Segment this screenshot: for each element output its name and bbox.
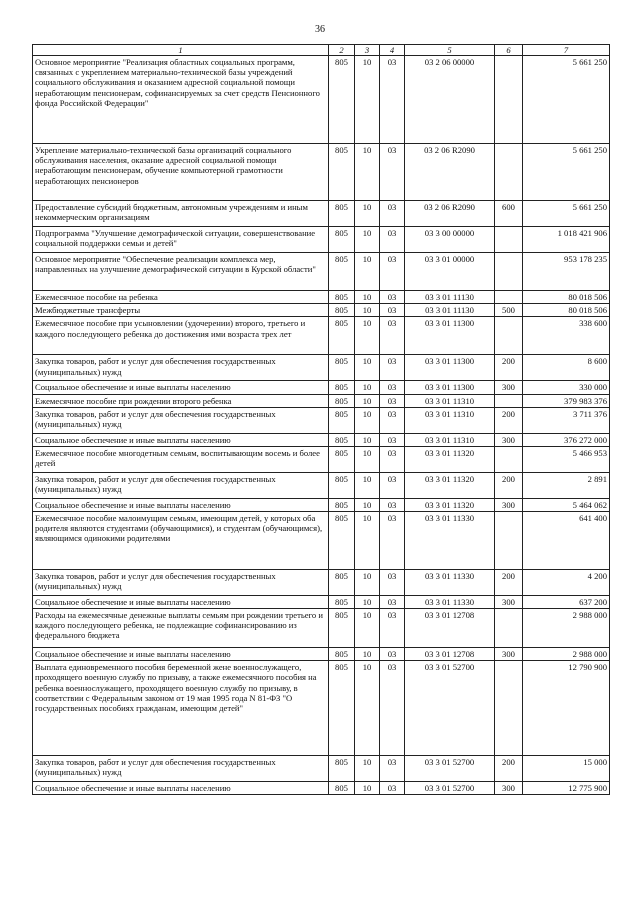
row-amount-cell: 953 178 235 — [523, 253, 610, 291]
row-grbs-cell: 805 — [329, 227, 355, 253]
row-section-cell: 10 — [355, 394, 380, 407]
budget-table — [32, 44, 610, 795]
row-name-cell: Основное мероприятие "Реализация областных социальных программ, связанных с укреплением материально-технической базы учреждений социального обслуживания и оказанием адресной социальной помощи неработающим пенсионерам, софинансируемых за счет средств Пенсионного фонда Российской Федерации" — [33, 56, 329, 144]
row-name-cell: Подпрограмма "Улучшение демографической ситуации, совершенствование социальной поддержки семьи и детей" — [33, 227, 329, 253]
row-subsection-cell: 03 — [380, 355, 405, 381]
table-body — [33, 56, 610, 795]
row-section-cell: 10 — [355, 782, 380, 795]
row-amount-cell: 338 600 — [523, 317, 610, 355]
row-name-cell: Социальное обеспечение и иные выплаты населению — [33, 433, 329, 446]
row-target-article-cell: 03 3 01 11300 — [405, 381, 495, 394]
row-target-article-cell: 03 3 01 52700 — [405, 661, 495, 756]
table-row — [33, 648, 610, 661]
row-expense-type-cell: 300 — [495, 648, 523, 661]
row-name-cell: Предоставление субсидий бюджетным, автономным учреждениям и иным некоммерческим организациям — [33, 201, 329, 227]
header-col-4: 4 — [380, 45, 405, 56]
row-target-article-cell: 03 3 01 52700 — [405, 782, 495, 795]
row-amount-cell: 12 790 900 — [523, 661, 610, 756]
row-target-article-cell: 03 3 01 12708 — [405, 609, 495, 648]
row-amount-cell: 641 400 — [523, 511, 610, 569]
row-target-article-cell: 03 3 01 11320 — [405, 498, 495, 511]
row-expense-type-cell: 500 — [495, 304, 523, 317]
table-row — [33, 569, 610, 595]
row-section-cell: 10 — [355, 201, 380, 227]
row-target-article-cell: 03 3 01 11330 — [405, 569, 495, 595]
row-amount-cell: 2 891 — [523, 472, 610, 498]
row-grbs-cell: 805 — [329, 648, 355, 661]
row-target-article-cell: 03 2 06 R2090 — [405, 201, 495, 227]
row-subsection-cell: 03 — [380, 609, 405, 648]
row-section-cell: 10 — [355, 756, 380, 782]
row-amount-cell: 3 711 376 — [523, 407, 610, 433]
row-expense-type-cell — [495, 394, 523, 407]
row-grbs-cell: 805 — [329, 756, 355, 782]
row-amount-cell: 12 775 900 — [523, 782, 610, 795]
row-expense-type-cell — [495, 56, 523, 144]
row-expense-type-cell: 300 — [495, 433, 523, 446]
row-expense-type-cell: 300 — [495, 595, 523, 608]
row-target-article-cell: 03 3 01 11330 — [405, 595, 495, 608]
row-subsection-cell: 03 — [380, 569, 405, 595]
row-target-article-cell: 03 2 06 R2090 — [405, 144, 495, 201]
table-row — [33, 511, 610, 569]
row-section-cell: 10 — [355, 381, 380, 394]
row-name-cell: Закупка товаров, работ и услуг для обеспечения государственных (муниципальных) нужд — [33, 472, 329, 498]
row-amount-cell: 80 018 506 — [523, 304, 610, 317]
row-grbs-cell: 805 — [329, 569, 355, 595]
row-target-article-cell: 03 3 01 11330 — [405, 511, 495, 569]
row-subsection-cell: 03 — [380, 472, 405, 498]
row-name-cell: Ежемесячное пособие на ребенка — [33, 291, 329, 304]
row-subsection-cell: 03 — [380, 595, 405, 608]
table-row — [33, 227, 610, 253]
row-section-cell: 10 — [355, 253, 380, 291]
row-name-cell: Социальное обеспечение и иные выплаты населению — [33, 648, 329, 661]
row-expense-type-cell — [495, 317, 523, 355]
row-expense-type-cell: 200 — [495, 355, 523, 381]
table-row — [33, 253, 610, 291]
row-subsection-cell: 03 — [380, 304, 405, 317]
row-section-cell: 10 — [355, 291, 380, 304]
row-section-cell: 10 — [355, 433, 380, 446]
row-amount-cell: 80 018 506 — [523, 291, 610, 304]
table-row — [33, 661, 610, 756]
row-grbs-cell: 805 — [329, 253, 355, 291]
row-name-cell: Закупка товаров, работ и услуг для обеспечения государственных (муниципальных) нужд — [33, 756, 329, 782]
row-section-cell: 10 — [355, 227, 380, 253]
row-grbs-cell: 805 — [329, 144, 355, 201]
row-target-article-cell: 03 3 01 11310 — [405, 433, 495, 446]
row-grbs-cell: 805 — [329, 661, 355, 756]
row-amount-cell: 637 200 — [523, 595, 610, 608]
row-subsection-cell: 03 — [380, 661, 405, 756]
row-expense-type-cell — [495, 661, 523, 756]
row-subsection-cell: 03 — [380, 291, 405, 304]
row-name-cell: Ежемесячное пособие при рождении второго ребенка — [33, 394, 329, 407]
row-name-cell: Ежемесячное пособие малоимущим семьям, имеющим детей, у которых оба родителя являются студентами (обучающимися), и студентам (обучающимся), являющимся одинокими родителями — [33, 511, 329, 569]
row-amount-cell: 376 272 000 — [523, 433, 610, 446]
row-target-article-cell: 03 3 01 11130 — [405, 304, 495, 317]
row-amount-cell: 15 000 — [523, 756, 610, 782]
table-row — [33, 56, 610, 144]
page-number: 36 — [315, 24, 325, 35]
row-subsection-cell: 03 — [380, 253, 405, 291]
table-row — [33, 407, 610, 433]
row-subsection-cell: 03 — [380, 782, 405, 795]
row-amount-cell: 2 988 000 — [523, 609, 610, 648]
row-section-cell: 10 — [355, 446, 380, 472]
header-col-3: 3 — [355, 45, 380, 56]
row-section-cell: 10 — [355, 511, 380, 569]
row-amount-cell: 1 018 421 906 — [523, 227, 610, 253]
row-expense-type-cell: 200 — [495, 756, 523, 782]
row-grbs-cell: 805 — [329, 782, 355, 795]
row-amount-cell: 4 200 — [523, 569, 610, 595]
row-section-cell: 10 — [355, 609, 380, 648]
row-section-cell: 10 — [355, 472, 380, 498]
row-expense-type-cell — [495, 291, 523, 304]
table-row — [33, 201, 610, 227]
row-grbs-cell: 805 — [329, 511, 355, 569]
row-expense-type-cell — [495, 144, 523, 201]
row-grbs-cell: 805 — [329, 304, 355, 317]
table-row — [33, 498, 610, 511]
row-subsection-cell: 03 — [380, 433, 405, 446]
row-subsection-cell: 03 — [380, 648, 405, 661]
row-amount-cell: 5 661 250 — [523, 144, 610, 201]
row-subsection-cell: 03 — [380, 317, 405, 355]
row-grbs-cell: 805 — [329, 498, 355, 511]
row-amount-cell: 8 600 — [523, 355, 610, 381]
row-target-article-cell: 03 3 01 11300 — [405, 355, 495, 381]
header-col-2: 2 — [329, 45, 355, 56]
row-section-cell: 10 — [355, 661, 380, 756]
row-name-cell: Расходы на ежемесячные денежные выплаты семьям при рождении третьего и каждого последующего ребенка, не подлежащие софинансированию из федерального бюджета — [33, 609, 329, 648]
row-target-article-cell: 03 3 01 11310 — [405, 394, 495, 407]
row-grbs-cell: 805 — [329, 433, 355, 446]
table-row — [33, 304, 610, 317]
row-target-article-cell: 03 3 01 11320 — [405, 472, 495, 498]
row-target-article-cell: 03 3 01 52700 — [405, 756, 495, 782]
row-expense-type-cell — [495, 253, 523, 291]
row-expense-type-cell: 600 — [495, 201, 523, 227]
row-subsection-cell: 03 — [380, 407, 405, 433]
row-expense-type-cell: 300 — [495, 381, 523, 394]
table-row — [33, 291, 610, 304]
row-grbs-cell: 805 — [329, 394, 355, 407]
row-subsection-cell: 03 — [380, 56, 405, 144]
row-subsection-cell: 03 — [380, 511, 405, 569]
row-target-article-cell: 03 3 01 11310 — [405, 407, 495, 433]
row-name-cell: Межбюджетные трансферты — [33, 304, 329, 317]
row-expense-type-cell: 200 — [495, 407, 523, 433]
row-name-cell: Закупка товаров, работ и услуг для обеспечения государственных (муниципальных) нужд — [33, 355, 329, 381]
row-name-cell: Ежемесячное пособие при усыновлении (удочерении) второго, третьего и каждого последующего ребенка до достижения ими возраста трех лет — [33, 317, 329, 355]
row-target-article-cell: 03 3 01 11130 — [405, 291, 495, 304]
row-grbs-cell: 805 — [329, 446, 355, 472]
row-grbs-cell: 805 — [329, 609, 355, 648]
table-header-row — [33, 45, 610, 56]
row-name-cell: Социальное обеспечение и иные выплаты населению — [33, 782, 329, 795]
row-subsection-cell: 03 — [380, 227, 405, 253]
row-target-article-cell: 03 3 01 12708 — [405, 648, 495, 661]
row-amount-cell: 330 000 — [523, 381, 610, 394]
row-name-cell: Социальное обеспечение и иные выплаты населению — [33, 595, 329, 608]
row-subsection-cell: 03 — [380, 381, 405, 394]
row-amount-cell: 2 988 000 — [523, 648, 610, 661]
row-grbs-cell: 805 — [329, 56, 355, 144]
row-subsection-cell: 03 — [380, 201, 405, 227]
table-row — [33, 609, 610, 648]
row-target-article-cell: 03 3 01 11320 — [405, 446, 495, 472]
row-amount-cell: 5 466 953 — [523, 446, 610, 472]
header-col-7: 7 — [523, 45, 610, 56]
row-name-cell: Основное мероприятие "Обеспечение реализации комплекса мер, направленных на улучшение демографической ситуации в Курской области" — [33, 253, 329, 291]
header-col-1: 1 — [33, 45, 329, 56]
header-col-6: 6 — [495, 45, 523, 56]
table-row — [33, 782, 610, 795]
row-section-cell: 10 — [355, 648, 380, 661]
row-subsection-cell: 03 — [380, 498, 405, 511]
row-section-cell: 10 — [355, 56, 380, 144]
table-row — [33, 756, 610, 782]
row-target-article-cell: 03 3 01 11300 — [405, 317, 495, 355]
row-grbs-cell: 805 — [329, 407, 355, 433]
row-section-cell: 10 — [355, 407, 380, 433]
table-row — [33, 595, 610, 608]
row-grbs-cell: 805 — [329, 595, 355, 608]
row-name-cell: Выплата единовременного пособия беременной жене военнослужащего, проходящего военную службу по призыву, а также ежемесячного пособия на ребенка военнослужащего, проходящего военную службу по призыву, в соответствии с Федеральным законом от 19 мая 1995 года N 81-ФЗ "О государственных пособиях гражданам, имеющим детей" — [33, 661, 329, 756]
row-name-cell: Ежемесячное пособие многодетным семьям, воспитывающим восемь и более детей — [33, 446, 329, 472]
row-target-article-cell: 03 3 00 00000 — [405, 227, 495, 253]
row-expense-type-cell — [495, 511, 523, 569]
row-section-cell: 10 — [355, 304, 380, 317]
table-row — [33, 446, 610, 472]
row-subsection-cell: 03 — [380, 446, 405, 472]
row-expense-type-cell: 200 — [495, 472, 523, 498]
row-amount-cell: 379 983 376 — [523, 394, 610, 407]
row-amount-cell: 5 661 250 — [523, 56, 610, 144]
table-row — [33, 394, 610, 407]
row-expense-type-cell: 300 — [495, 498, 523, 511]
row-expense-type-cell — [495, 609, 523, 648]
row-grbs-cell: 805 — [329, 355, 355, 381]
row-subsection-cell: 03 — [380, 394, 405, 407]
row-name-cell: Закупка товаров, работ и услуг для обеспечения государственных (муниципальных) нужд — [33, 407, 329, 433]
row-subsection-cell: 03 — [380, 756, 405, 782]
row-name-cell: Закупка товаров, работ и услуг для обеспечения государственных (муниципальных) нужд — [33, 569, 329, 595]
row-amount-cell: 5 661 250 — [523, 201, 610, 227]
row-section-cell: 10 — [355, 498, 380, 511]
table-row — [33, 381, 610, 394]
row-expense-type-cell: 300 — [495, 782, 523, 795]
row-target-article-cell: 03 3 01 00000 — [405, 253, 495, 291]
row-expense-type-cell — [495, 446, 523, 472]
row-grbs-cell: 805 — [329, 381, 355, 394]
table-row — [33, 317, 610, 355]
row-section-cell: 10 — [355, 144, 380, 201]
table-row — [33, 472, 610, 498]
row-section-cell: 10 — [355, 595, 380, 608]
table-row — [33, 433, 610, 446]
row-expense-type-cell: 200 — [495, 569, 523, 595]
row-section-cell: 10 — [355, 317, 380, 355]
row-grbs-cell: 805 — [329, 472, 355, 498]
row-subsection-cell: 03 — [380, 144, 405, 201]
row-target-article-cell: 03 2 06 00000 — [405, 56, 495, 144]
row-amount-cell: 5 464 062 — [523, 498, 610, 511]
row-name-cell: Социальное обеспечение и иные выплаты населению — [33, 498, 329, 511]
table-row — [33, 144, 610, 201]
row-name-cell: Укрепление материально-технической базы организаций социального обслуживания населения, оказание адресной социальной помощи неработающим пенсионерам, обучение компьютерной грамотности неработающих пенсионеров — [33, 144, 329, 201]
table-row — [33, 355, 610, 381]
row-grbs-cell: 805 — [329, 291, 355, 304]
row-expense-type-cell — [495, 227, 523, 253]
row-name-cell: Социальное обеспечение и иные выплаты населению — [33, 381, 329, 394]
row-grbs-cell: 805 — [329, 201, 355, 227]
row-section-cell: 10 — [355, 569, 380, 595]
header-col-5: 5 — [405, 45, 495, 56]
row-grbs-cell: 805 — [329, 317, 355, 355]
row-section-cell: 10 — [355, 355, 380, 381]
